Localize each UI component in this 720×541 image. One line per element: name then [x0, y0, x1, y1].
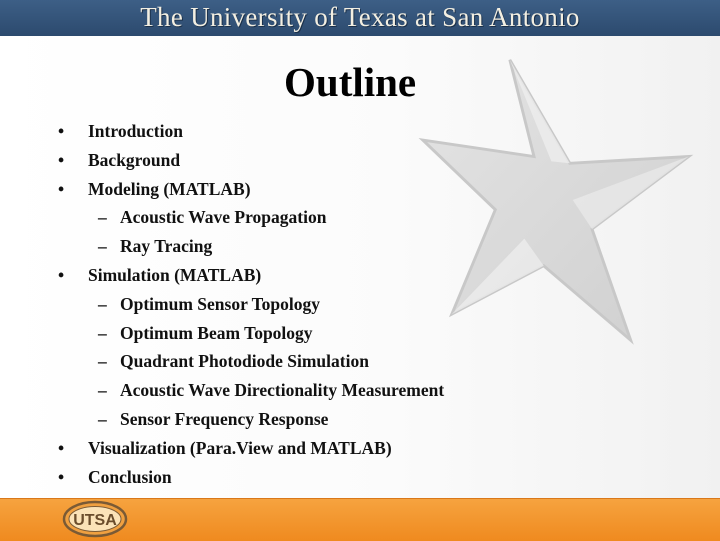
slide-title-text: Outline [284, 59, 417, 105]
bullet-text: Simulation (MATLAB) [88, 264, 262, 285]
bullet-text: Visualization (Para.View and MATLAB) [88, 437, 392, 458]
dash-marker: – [98, 207, 107, 228]
bullet-text: Sensor Frequency Response [120, 408, 329, 429]
bullet-marker: • [58, 121, 65, 141]
dash-marker: – [98, 408, 107, 429]
bullet-text: Background [88, 149, 181, 170]
bullet-text: Optimum Beam Topology [120, 322, 313, 343]
bullet-text: Ray Tracing [120, 236, 213, 257]
utsa-logo-icon [62, 500, 128, 538]
bullet-marker: • [58, 466, 65, 487]
bullet-text: Acoustic Wave Propagation [120, 207, 327, 228]
bullet-marker: • [58, 149, 65, 170]
header-bar [0, 0, 720, 37]
dash-marker: – [98, 322, 107, 343]
bullet-text: Modeling (MATLAB) [88, 178, 251, 199]
university-title: The University of Texas at San Antonio [140, 2, 580, 32]
dash-marker: – [98, 236, 107, 257]
bullet-marker: • [58, 178, 65, 199]
bullet-marker: • [58, 264, 65, 285]
bullet-text: Optimum Sensor Topology [120, 293, 321, 314]
star-watermark-icon [418, 55, 708, 345]
bullet-marker: • [58, 437, 65, 458]
bullet-text: Acoustic Wave Directionality Measurement [120, 380, 445, 401]
dash-marker: – [98, 293, 107, 314]
dash-marker: – [98, 380, 107, 401]
bullet-text: Conclusion [88, 466, 172, 487]
logo-text: UTSA [73, 512, 117, 529]
bullet-text: Introduction [88, 121, 183, 141]
dash-marker: – [98, 351, 107, 372]
bullet-text: Quadrant Photodiode Simulation [120, 351, 369, 372]
